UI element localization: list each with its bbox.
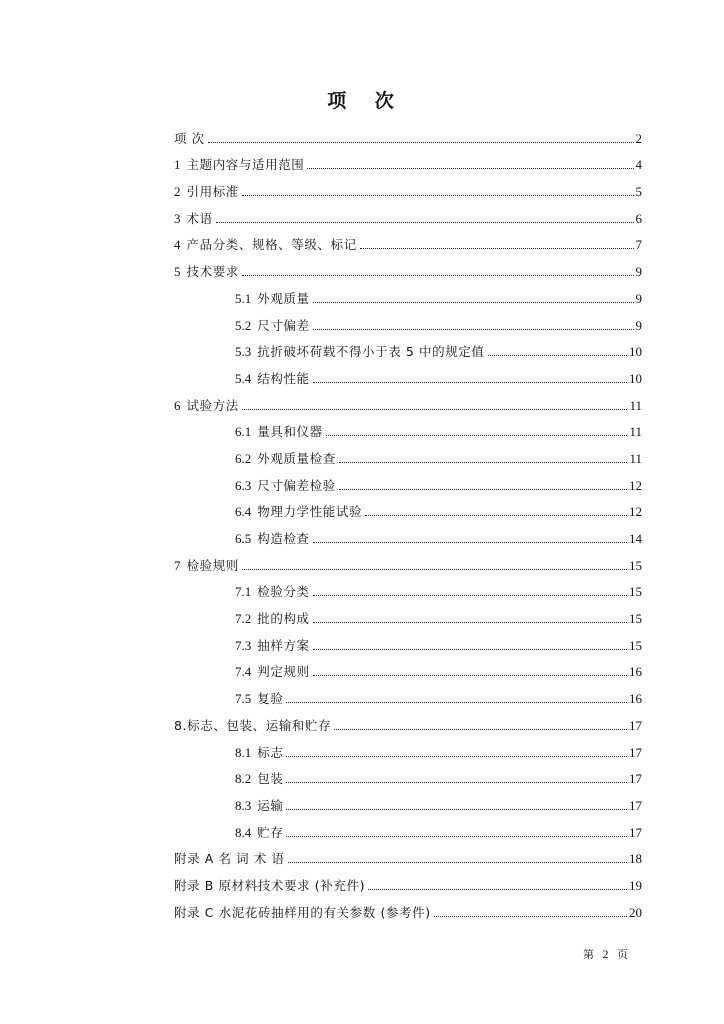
toc-dot-leader xyxy=(368,889,627,890)
toc-entry[interactable] xyxy=(174,387,642,414)
toc-entry[interactable] xyxy=(174,761,642,788)
toc-entry-title: 外观质量 xyxy=(257,290,310,306)
toc-entry-title: 量具和仪器 xyxy=(257,424,323,440)
footer-page-number: 2 xyxy=(602,947,609,961)
toc-dot-leader xyxy=(242,569,627,570)
toc-entry-title: 技术要求 xyxy=(186,264,239,280)
toc-entry[interactable] xyxy=(174,147,642,174)
toc-entry-number: 5 xyxy=(174,264,181,280)
toc-entry-number: 2 xyxy=(174,184,181,200)
toc-entry-title: 抽样方案 xyxy=(257,637,310,653)
toc-entry-page: 17 xyxy=(629,717,642,733)
toc-entry-page: 19 xyxy=(629,877,642,893)
toc-dot-leader xyxy=(216,222,634,223)
toc-entry[interactable] xyxy=(174,547,642,574)
toc-entry-number: 7.3 xyxy=(235,637,252,653)
toc-entry[interactable] xyxy=(174,253,642,280)
toc-dot-leader xyxy=(339,462,628,463)
toc-dot-leader xyxy=(488,355,627,356)
toc-dot-leader xyxy=(365,515,627,516)
toc-dot-leader xyxy=(313,329,634,330)
toc-dot-leader xyxy=(242,409,628,410)
toc-dot-leader xyxy=(313,649,627,650)
toc-entry-number: 8.4 xyxy=(235,824,252,840)
toc-entry-page: 11 xyxy=(629,450,642,466)
toc-entry-page: 15 xyxy=(629,637,642,653)
toc-entry[interactable] xyxy=(174,707,642,734)
toc-entry[interactable] xyxy=(174,600,642,627)
toc-entry-page: 12 xyxy=(629,504,642,520)
toc-entry[interactable] xyxy=(174,334,642,361)
toc-dot-leader xyxy=(208,142,634,143)
toc-entry[interactable] xyxy=(174,494,642,521)
toc-entry[interactable] xyxy=(174,307,642,334)
toc-entry-title: 检验规则 xyxy=(186,557,239,573)
toc-entry-title: 尺寸偏差检验 xyxy=(257,477,336,493)
toc-entry-page: 17 xyxy=(629,797,642,813)
toc-entry-title: 贮存 xyxy=(257,824,284,840)
toc-dot-leader xyxy=(286,702,627,703)
toc-dot-leader xyxy=(286,756,627,757)
toc-entry[interactable] xyxy=(174,467,642,494)
toc-dot-leader xyxy=(434,916,627,917)
toc-entry-page: 9 xyxy=(635,290,642,306)
toc-entry-number: 7.2 xyxy=(235,611,252,627)
toc-entry[interactable] xyxy=(174,574,642,601)
toc-entry-title: 包装 xyxy=(257,771,284,787)
toc-entry-number: 6 xyxy=(174,397,181,413)
toc-entry[interactable] xyxy=(174,894,642,921)
toc-entry-title: 检验分类 xyxy=(257,584,310,600)
toc-entry[interactable] xyxy=(174,627,642,654)
toc-entry[interactable] xyxy=(174,440,642,467)
toc-entry-page: 17 xyxy=(629,771,642,787)
toc-dot-leader xyxy=(288,862,627,863)
toc-entry-page: 6 xyxy=(635,210,642,226)
toc-entry-number: 3 xyxy=(174,210,181,226)
toc-entry-page: 15 xyxy=(629,557,642,573)
toc-entry[interactable] xyxy=(174,120,642,147)
toc-entry-page: 16 xyxy=(629,691,642,707)
toc-dot-leader xyxy=(286,809,627,810)
toc-entry-title: 尺寸偏差 xyxy=(257,317,310,333)
toc-entry-page: 11 xyxy=(629,424,642,440)
toc-entry-page: 17 xyxy=(629,744,642,760)
toc-entry-page: 9 xyxy=(635,317,642,333)
toc-entry-number: 6.3 xyxy=(235,477,252,493)
toc-entry-page: 15 xyxy=(629,584,642,600)
toc-entry-number: 7 xyxy=(174,557,181,573)
toc-entry-title: 产品分类、规格、等级、标记 xyxy=(186,237,357,253)
toc-dot-leader xyxy=(242,275,634,276)
toc-dot-leader xyxy=(326,435,628,436)
toc-entry-title: 外观质量检查 xyxy=(257,450,336,466)
toc-entry[interactable] xyxy=(174,680,642,707)
toc-dot-leader xyxy=(313,675,627,676)
toc-entry-page: 12 xyxy=(629,477,642,493)
toc-entry[interactable] xyxy=(174,414,642,441)
toc-entry-title: 附录 B 原材料技术要求 (补充件) xyxy=(174,877,366,893)
toc-entry-number: 8.1 xyxy=(235,744,252,760)
toc-entry-title: 判定规则 xyxy=(257,664,310,680)
toc-entry-title: 批的构成 xyxy=(257,611,310,627)
toc-entry[interactable] xyxy=(174,227,642,254)
toc-entry-page: 15 xyxy=(629,611,642,627)
toc-entry[interactable] xyxy=(174,360,642,387)
toc-entry-page: 5 xyxy=(635,184,642,200)
toc-entry-page: 10 xyxy=(629,370,642,386)
table-of-contents xyxy=(174,120,642,921)
toc-entry-title: 术语 xyxy=(186,210,213,226)
footer-suffix: 页 xyxy=(617,948,628,961)
toc-entry[interactable] xyxy=(174,520,642,547)
toc-dot-leader xyxy=(360,248,634,249)
toc-entry-title: 8.标志、包装、运输和贮存 xyxy=(174,717,332,733)
toc-entry[interactable] xyxy=(174,200,642,227)
toc-entry-title: 附录 C 水泥花砖抽样用的有关参数 (参考件) xyxy=(174,904,431,920)
toc-entry-page: 20 xyxy=(629,904,642,920)
toc-entry-title: 标志 xyxy=(257,744,284,760)
toc-entry[interactable] xyxy=(174,280,642,307)
toc-entry[interactable] xyxy=(174,787,642,814)
page-title: 项 次 xyxy=(327,90,405,112)
toc-dot-leader xyxy=(313,542,627,543)
toc-dot-leader xyxy=(286,836,627,837)
toc-entry-page: 9 xyxy=(635,264,642,280)
toc-dot-leader xyxy=(313,622,627,623)
toc-entry-number: 5.1 xyxy=(235,290,252,306)
toc-entry-title: 物理力学性能试验 xyxy=(257,504,363,520)
toc-entry-page: 7 xyxy=(635,237,642,253)
toc-entry[interactable] xyxy=(174,814,642,841)
toc-entry[interactable] xyxy=(174,654,642,681)
toc-entry-title: 运输 xyxy=(257,797,284,813)
toc-entry-title: 主题内容与适用范围 xyxy=(186,157,305,173)
toc-entry-number: 1 xyxy=(174,157,181,173)
toc-entry-number: 4 xyxy=(174,237,181,253)
toc-dot-leader xyxy=(334,729,627,730)
toc-entry-number: 8.2 xyxy=(235,771,252,787)
toc-entry[interactable] xyxy=(174,173,642,200)
toc-entry-number: 6.4 xyxy=(235,504,252,520)
toc-entry-title: 附录 A 名 词 术 语 xyxy=(174,851,285,867)
toc-entry-number: 6.5 xyxy=(235,531,252,546)
toc-entry-page: 2 xyxy=(635,130,642,146)
toc-entry-page: 16 xyxy=(629,664,642,680)
toc-entry[interactable] xyxy=(174,734,642,761)
toc-entry-title: 结构性能 xyxy=(257,370,310,386)
toc-entry-number: 5.2 xyxy=(235,317,252,333)
toc-entry-number: 7.1 xyxy=(235,584,252,600)
footer-prefix: 第 xyxy=(583,948,594,961)
toc-entry-page: 10 xyxy=(629,344,642,360)
toc-entry-number: 7.5 xyxy=(235,691,252,707)
toc-entry-number: 6.2 xyxy=(235,450,252,466)
toc-dot-leader xyxy=(286,782,627,783)
toc-entry-number: 5.4 xyxy=(235,370,252,386)
page-footer xyxy=(583,946,633,962)
toc-entry-number: 6.1 xyxy=(235,424,252,440)
toc-entry-number: 5.3 xyxy=(235,344,252,360)
toc-entry-page: 18 xyxy=(629,851,642,867)
toc-entry-page: 11 xyxy=(629,397,642,413)
toc-entry-title: 项 次 xyxy=(174,130,205,146)
toc-entry-page: 14 xyxy=(629,531,642,546)
toc-entry-page: 17 xyxy=(629,824,642,840)
toc-dot-leader xyxy=(307,168,633,169)
toc-entry-number: 8.3 xyxy=(235,797,252,813)
toc-dot-leader xyxy=(242,195,634,196)
toc-dot-leader xyxy=(313,595,627,596)
toc-entry-title: 试验方法 xyxy=(186,397,239,413)
toc-entry-title: 抗折破坏荷载不得小于表 5 中的规定值 xyxy=(257,344,485,360)
toc-entry[interactable] xyxy=(174,867,642,894)
toc-entry-page: 4 xyxy=(635,157,642,173)
toc-dot-leader xyxy=(313,302,634,303)
toc-entry-title: 引用标准 xyxy=(186,184,239,200)
toc-entry-title: 构造检查 xyxy=(257,531,310,546)
toc-entry[interactable] xyxy=(174,841,642,868)
toc-dot-leader xyxy=(313,382,627,383)
toc-entry-title: 复验 xyxy=(257,691,284,707)
toc-entry-number: 7.4 xyxy=(235,664,252,680)
toc-dot-leader xyxy=(339,489,627,490)
